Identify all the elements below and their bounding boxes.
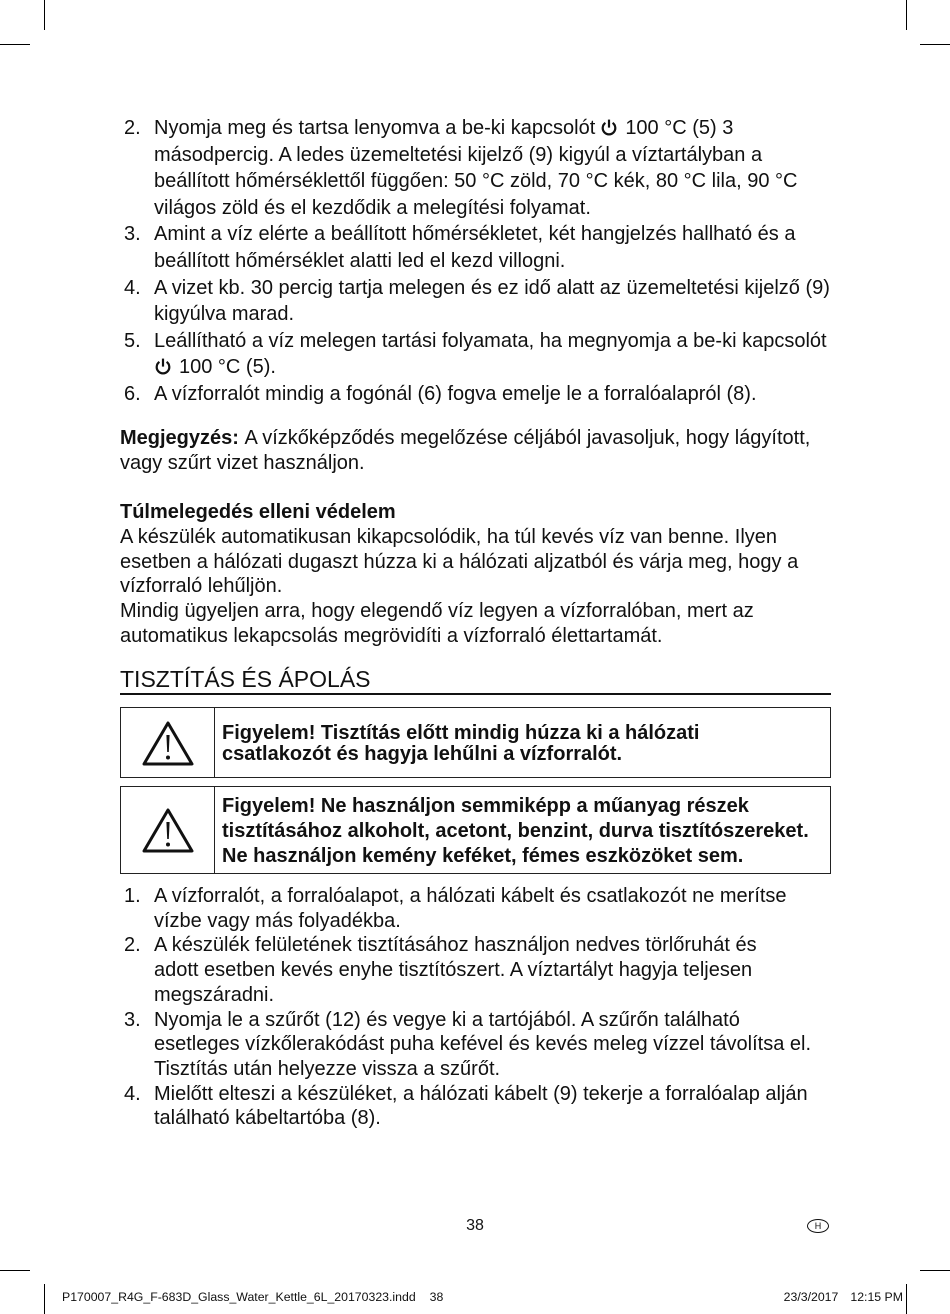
print-timestamp (784, 1290, 903, 1304)
step-text (154, 221, 795, 274)
text-line: Mindig ügyeljen arra, hogy elegendő víz legyen a vízforralóban, mert az (120, 600, 754, 623)
list-item (120, 275, 831, 328)
crop-mark-top-left-vertical (44, 0, 45, 30)
text-line: A készülék automatikusan kikapcsolódik, ha túl kevés víz van benne. Ilyen (120, 525, 778, 548)
note-text: A vízkőképződés megelőzése céljából javasoljuk, hogy lágyított, (244, 427, 811, 449)
step-text (154, 884, 787, 933)
step-number: 3. (124, 1008, 141, 1031)
step-number: 2. (124, 117, 141, 139)
text-line: Mielőtt elteszi a készüléket, a hálózati kábelt (9) tekerje a forralóalap alján (154, 1082, 808, 1105)
text-line: vagy szűrt vizet használjon. (120, 452, 365, 474)
language-badge: H (807, 1219, 829, 1233)
text-line (120, 426, 831, 451)
list-item (120, 1008, 831, 1082)
text-line: csatlakozót és hagyja lehűlni a vízforralót. (222, 742, 623, 765)
crop-mark-top-right-horizontal (920, 44, 950, 45)
step-number: 5. (124, 329, 141, 352)
list-item (120, 933, 831, 1007)
step-number: 2. (124, 934, 141, 957)
print-file-name: P170007_R4G_F-683D_Glass_Water_Kettle_6L_20170323.indd (62, 1290, 416, 1304)
text-segment: 100 °C (5). (179, 356, 276, 379)
power-icon (600, 118, 618, 136)
text-line: található kábeltartóba (8). (154, 1107, 381, 1130)
text-line: Leállítható a víz melegen tartási folyamata, ha megnyomja a be-ki kapcsolót (154, 329, 827, 352)
list-item (120, 884, 831, 933)
note-paragraph (120, 426, 831, 476)
crop-mark-bottom-right-vertical (906, 1284, 907, 1314)
step-text (154, 328, 827, 381)
crop-mark-bottom-left-vertical (44, 1284, 45, 1314)
print-time: 12:15 PM (850, 1290, 903, 1304)
step-number: 4. (124, 276, 141, 299)
warning-icon-cell (121, 708, 215, 777)
text-line: Figyelem! Tisztítás előtt mindig húzza ki a hálózati (222, 721, 700, 744)
section-heading: TISZTÍTÁS ÉS ÁPOLÁS (120, 665, 831, 695)
text-line: Amint a víz elérte a beállított hőmérsékletet, két hangjelzés hallható és a (154, 223, 796, 246)
text-segment: 100 °C (5) 3 (625, 117, 734, 139)
text-line: esetleges vízkőlerakódást puha kefével és kevés meleg vízzel távolítsa el. (154, 1033, 812, 1056)
text-line: beállított hőmérséklet alatti led el kezd villogni. (154, 249, 566, 272)
text-line: Nyomja le a szűrőt (12) és vegye ki a tartójából. A szűrőn található (154, 1008, 740, 1031)
text-line: A vízforralót, a forralóalapot, a hálózati kábelt és csatlakozót ne merítse (154, 885, 787, 907)
print-page-number: 38 (429, 1290, 444, 1304)
step-text (154, 115, 797, 221)
section-title: Túlmelegedés elleni védelem (120, 501, 396, 523)
text-line: Ne használjon kemény keféket, fémes eszközöket sem. (222, 844, 744, 867)
step-text (154, 381, 757, 408)
step-number: 1. (124, 885, 141, 907)
text-line: tisztításához alkoholt, acetont, benzint, durva tisztítószereket. (222, 819, 809, 842)
step-text (154, 275, 830, 328)
text-line: vízforraló lehűljön. (120, 575, 283, 598)
text-line: A készülék felületének tisztításához használjon nedves törlőruhát és (154, 934, 757, 957)
crop-mark-bottom-left-horizontal (0, 1270, 30, 1271)
warning-box (120, 786, 831, 874)
list-item (120, 1082, 831, 1131)
list-item (120, 381, 831, 408)
text-line: automatikus lekapcsolás megrövidíti a vízforraló élettartamát. (120, 624, 663, 647)
text-line: Figyelem! Ne használjon semmiképp a műanyag részek (222, 794, 749, 817)
warning-text (215, 787, 809, 873)
warning-text (215, 708, 700, 777)
step-text (154, 1008, 811, 1082)
text-line: esetben a hálózati dugaszt húzza ki a hálózati aljzatból és várja meg, hogy a (120, 550, 799, 573)
step-text (154, 1082, 808, 1131)
text-line: Tisztítás után helyezze vissza a szűrőt. (154, 1057, 501, 1080)
text-line: világos zöld és el kezdődik a melegítési folyamat. (154, 196, 591, 219)
crop-mark-top-right-vertical (906, 0, 907, 30)
list-item (120, 328, 831, 381)
warning-triangle-icon (141, 806, 195, 854)
text-line (154, 354, 827, 381)
overheating-section (120, 500, 831, 649)
text-line: kigyúlva marad. (154, 303, 295, 326)
power-icon (154, 357, 172, 375)
text-segment: Nyomja meg és tartsa lenyomva a be-ki kapcsolót (154, 117, 596, 139)
warning-box (120, 707, 831, 778)
step-number: 3. (124, 223, 141, 246)
step-text (154, 933, 757, 1007)
step-number: 6. (124, 382, 141, 405)
list-item (120, 221, 831, 274)
text-line: adott esetben kevés enyhe tisztítószert. A víztartályt hagyja teljesen (154, 959, 753, 982)
list-item (120, 115, 831, 221)
warning-icon-cell (121, 787, 215, 873)
note-label: Megjegyzés: (120, 427, 239, 449)
text-line: A vizet kb. 30 percig tartja melegen és ez idő alatt az üzemeltetési kijelző (9) (154, 276, 830, 299)
text-line: másodpercig. A ledes üzemeltetési kijelző (9) kigyúl a víztartályban a (154, 143, 763, 166)
crop-mark-bottom-right-horizontal (920, 1270, 950, 1271)
operation-steps-list (120, 115, 831, 408)
crop-mark-top-left-horizontal (0, 44, 30, 45)
warning-triangle-icon (141, 719, 195, 767)
text-line: megszáradni. (154, 983, 275, 1006)
cleaning-steps-list (120, 884, 831, 1131)
page-number: 38 (466, 1217, 484, 1234)
step-number: 4. (124, 1082, 141, 1105)
text-line (154, 115, 797, 142)
text-line: A vízforralót mindig a fogónál (6) fogva emelje le a forralóalapról (8). (154, 382, 757, 405)
text-line: beállított hőmérséklettől függően: 50 °C zöld, 70 °C kék, 80 °C lila, 90 °C (154, 170, 798, 193)
print-slug (62, 1290, 443, 1304)
print-date: 23/3/2017 (783, 1290, 839, 1304)
text-line: vízbe vagy más folyadékba. (154, 909, 401, 932)
